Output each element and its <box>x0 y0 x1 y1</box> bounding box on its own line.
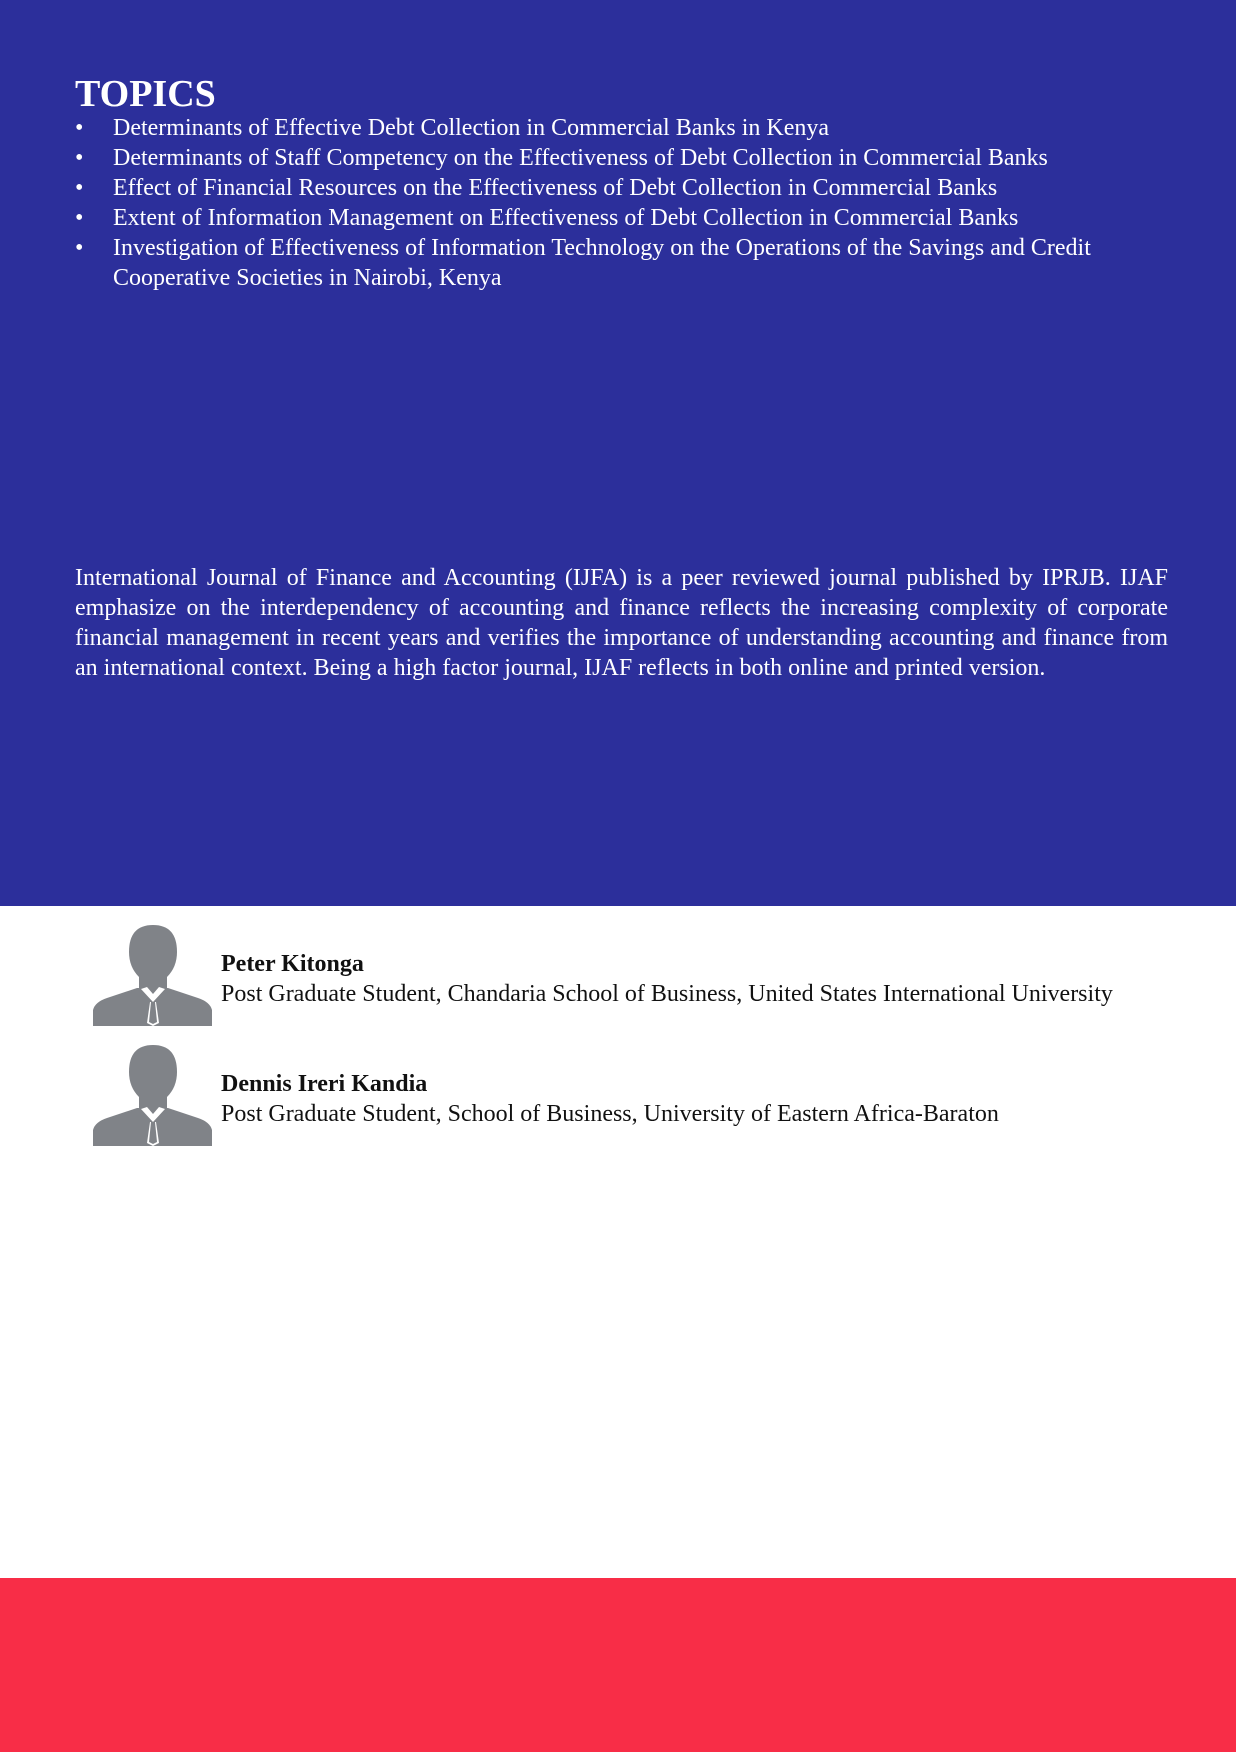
topic-text: Determinants of Effective Debt Collection in Commercial Banks in Kenya <box>113 115 830 141</box>
topic-item <box>75 113 1175 143</box>
topic-text: Investigation of Effectiveness of Information Technology on the Operations of the Savings and Credit Cooperative Societies in Nairobi, Kenya <box>113 235 1091 291</box>
topic-text: Extent of Information Management on Effectiveness of Debt Collection in Commercial Banks <box>113 205 1019 231</box>
topic-item <box>75 233 1175 293</box>
bullet-icon: • <box>75 115 84 141</box>
bullet-icon: • <box>75 235 84 261</box>
author-card <box>93 922 1203 1026</box>
topic-text: Effect of Financial Resources on the Effectiveness of Debt Collection in Commercial Banks <box>113 175 998 201</box>
person-silhouette-icon <box>93 1042 212 1146</box>
topics-list <box>75 113 1175 293</box>
topic-item <box>75 143 1175 173</box>
topics-heading: TOPICS <box>75 73 216 115</box>
topic-item <box>75 203 1175 233</box>
bullet-icon: • <box>75 205 84 231</box>
author-text <box>221 949 1201 1009</box>
topic-item <box>75 173 1175 203</box>
author-affiliation: Post Graduate Student, School of Business, University of Eastern Africa-Baraton <box>221 1101 999 1127</box>
bullet-icon: • <box>75 175 84 201</box>
author-text <box>221 1069 1201 1129</box>
person-silhouette-icon <box>93 922 212 1026</box>
author-name: Peter Kitonga <box>221 951 364 977</box>
author-card <box>93 1042 1203 1146</box>
author-affiliation: Post Graduate Student, Chandaria School of Business, United States International University <box>221 981 1113 1007</box>
journal-description: International Journal of Finance and Accounting (IJFA) is a peer reviewed journal published by IPRJB. IJAF emphasize on the interdependency of accounting and finance reflects the increasing complexity of corporate financial management in recent years and verifies the importance of understanding accounting and finance from an international context. Being a high factor journal, IJAF reflects in both online and printed version. <box>75 565 1168 681</box>
author-name: Dennis Ireri Kandia <box>221 1071 428 1097</box>
topic-text: Determinants of Staff Competency on the Effectiveness of Debt Collection in Commercial Banks <box>113 145 1048 171</box>
bullet-icon: • <box>75 145 84 171</box>
footer-band <box>0 1578 1236 1752</box>
